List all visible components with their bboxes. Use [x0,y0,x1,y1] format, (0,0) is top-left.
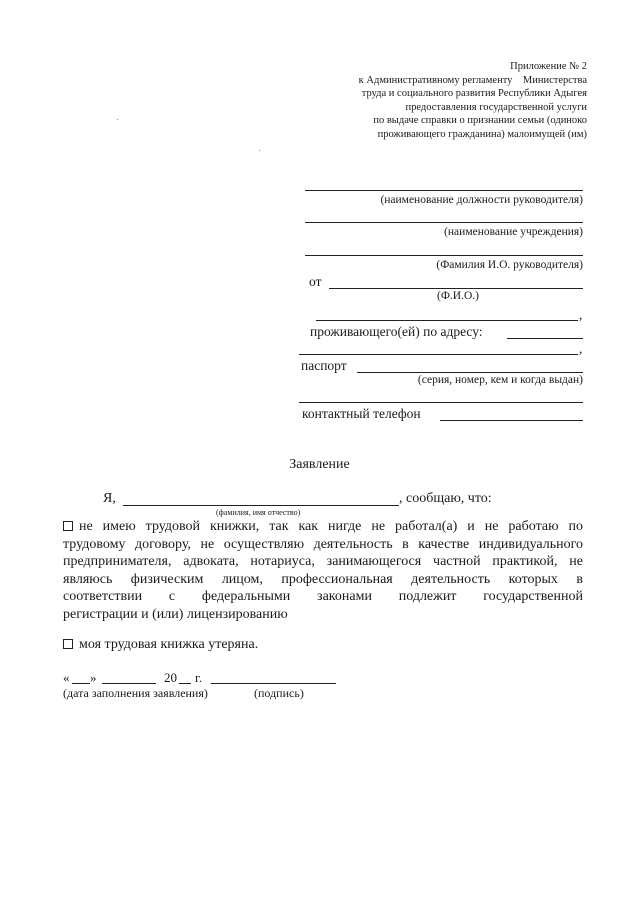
day-line[interactable] [72,683,90,684]
signature-line[interactable] [211,683,336,684]
from-label: от [309,274,322,289]
date-caption: (дата заполнения заявления) [63,686,208,700]
scan-speck [117,119,118,120]
checkbox-workbook-lost[interactable] [63,639,73,649]
appendix-line: Приложение № 2 [510,61,587,72]
option1-line: являюсь физическим лицом, профессиональная деятельность которых в [63,571,583,587]
i-label: Я, [103,491,116,506]
report-label: , сообщаю, что: [399,491,492,506]
comma: , [579,307,583,322]
appendix-header [337,60,587,142]
appendix-line: предоставления государственной услуги [405,101,587,113]
fio-line[interactable] [329,288,583,289]
option1-line: регистрации и (или) лицензированию [63,606,288,622]
option-workbook-lost [63,636,583,654]
passport-line[interactable] [357,372,583,373]
appendix-line: проживающего гражданина) малоимущей (им) [377,128,587,140]
year-prefix: 20 [164,670,177,685]
passport-continuation-line[interactable] [299,402,583,403]
address-line-2[interactable] [299,354,578,355]
residing-label: проживающего(ей) по адресу: [310,324,483,339]
signature-caption: (подпись) [254,686,304,700]
quote-open: « [63,670,70,685]
checkbox-no-workbook[interactable] [63,521,73,531]
phone-label: контактный телефон [302,406,421,421]
fio-continuation-line[interactable] [316,320,578,321]
position-caption: (наименование должности руководителя) [380,194,583,206]
option2-text: моя трудовая книжка утеряна. [79,637,259,652]
year-suffix: г. [195,670,203,685]
option1-line: не имею трудовой книжки, так как нигде не работал(а) и не работаю по [79,519,583,534]
address-line-1[interactable] [507,338,583,339]
year-line[interactable] [179,683,191,684]
institution-caption: (наименование учреждения) [444,226,583,238]
name-caption: (фамилия, имя отчество) [216,508,301,517]
comma: , [579,341,583,356]
fio-caption: (Ф.И.О.) [437,290,479,302]
scan-speck [259,150,260,151]
passport-caption: (серия, номер, кем и когда выдан) [417,374,583,386]
passport-label: паспорт [301,358,347,373]
position-line[interactable] [305,190,583,191]
appendix-line: к Административному регламенту Министерства [358,74,587,86]
option-no-workbook [63,518,583,623]
institution-line[interactable] [305,222,583,223]
option1-line: трудовому договору, не осуществляю деятельность в качестве индивидуального [63,536,583,552]
document-title: Заявление [289,457,350,472]
month-line[interactable] [102,683,156,684]
appendix-line: труда и социального развития Республики Адыгея [361,88,587,100]
applicant-name-line[interactable] [123,505,399,506]
quote-close: » [90,670,97,685]
head-name-caption: (Фамилия И.О. руководителя) [436,259,583,271]
head-name-line[interactable] [305,255,583,256]
option1-line: предпринимателя, адвоката, нотариуса, занимающегося частной практикой, не [63,554,583,569]
phone-line[interactable] [440,420,583,421]
appendix-line: по выдаче справки о признании семьи (одиноко [373,115,587,127]
option1-line: соответствии с федеральными законами подлежит государственной [63,589,583,604]
